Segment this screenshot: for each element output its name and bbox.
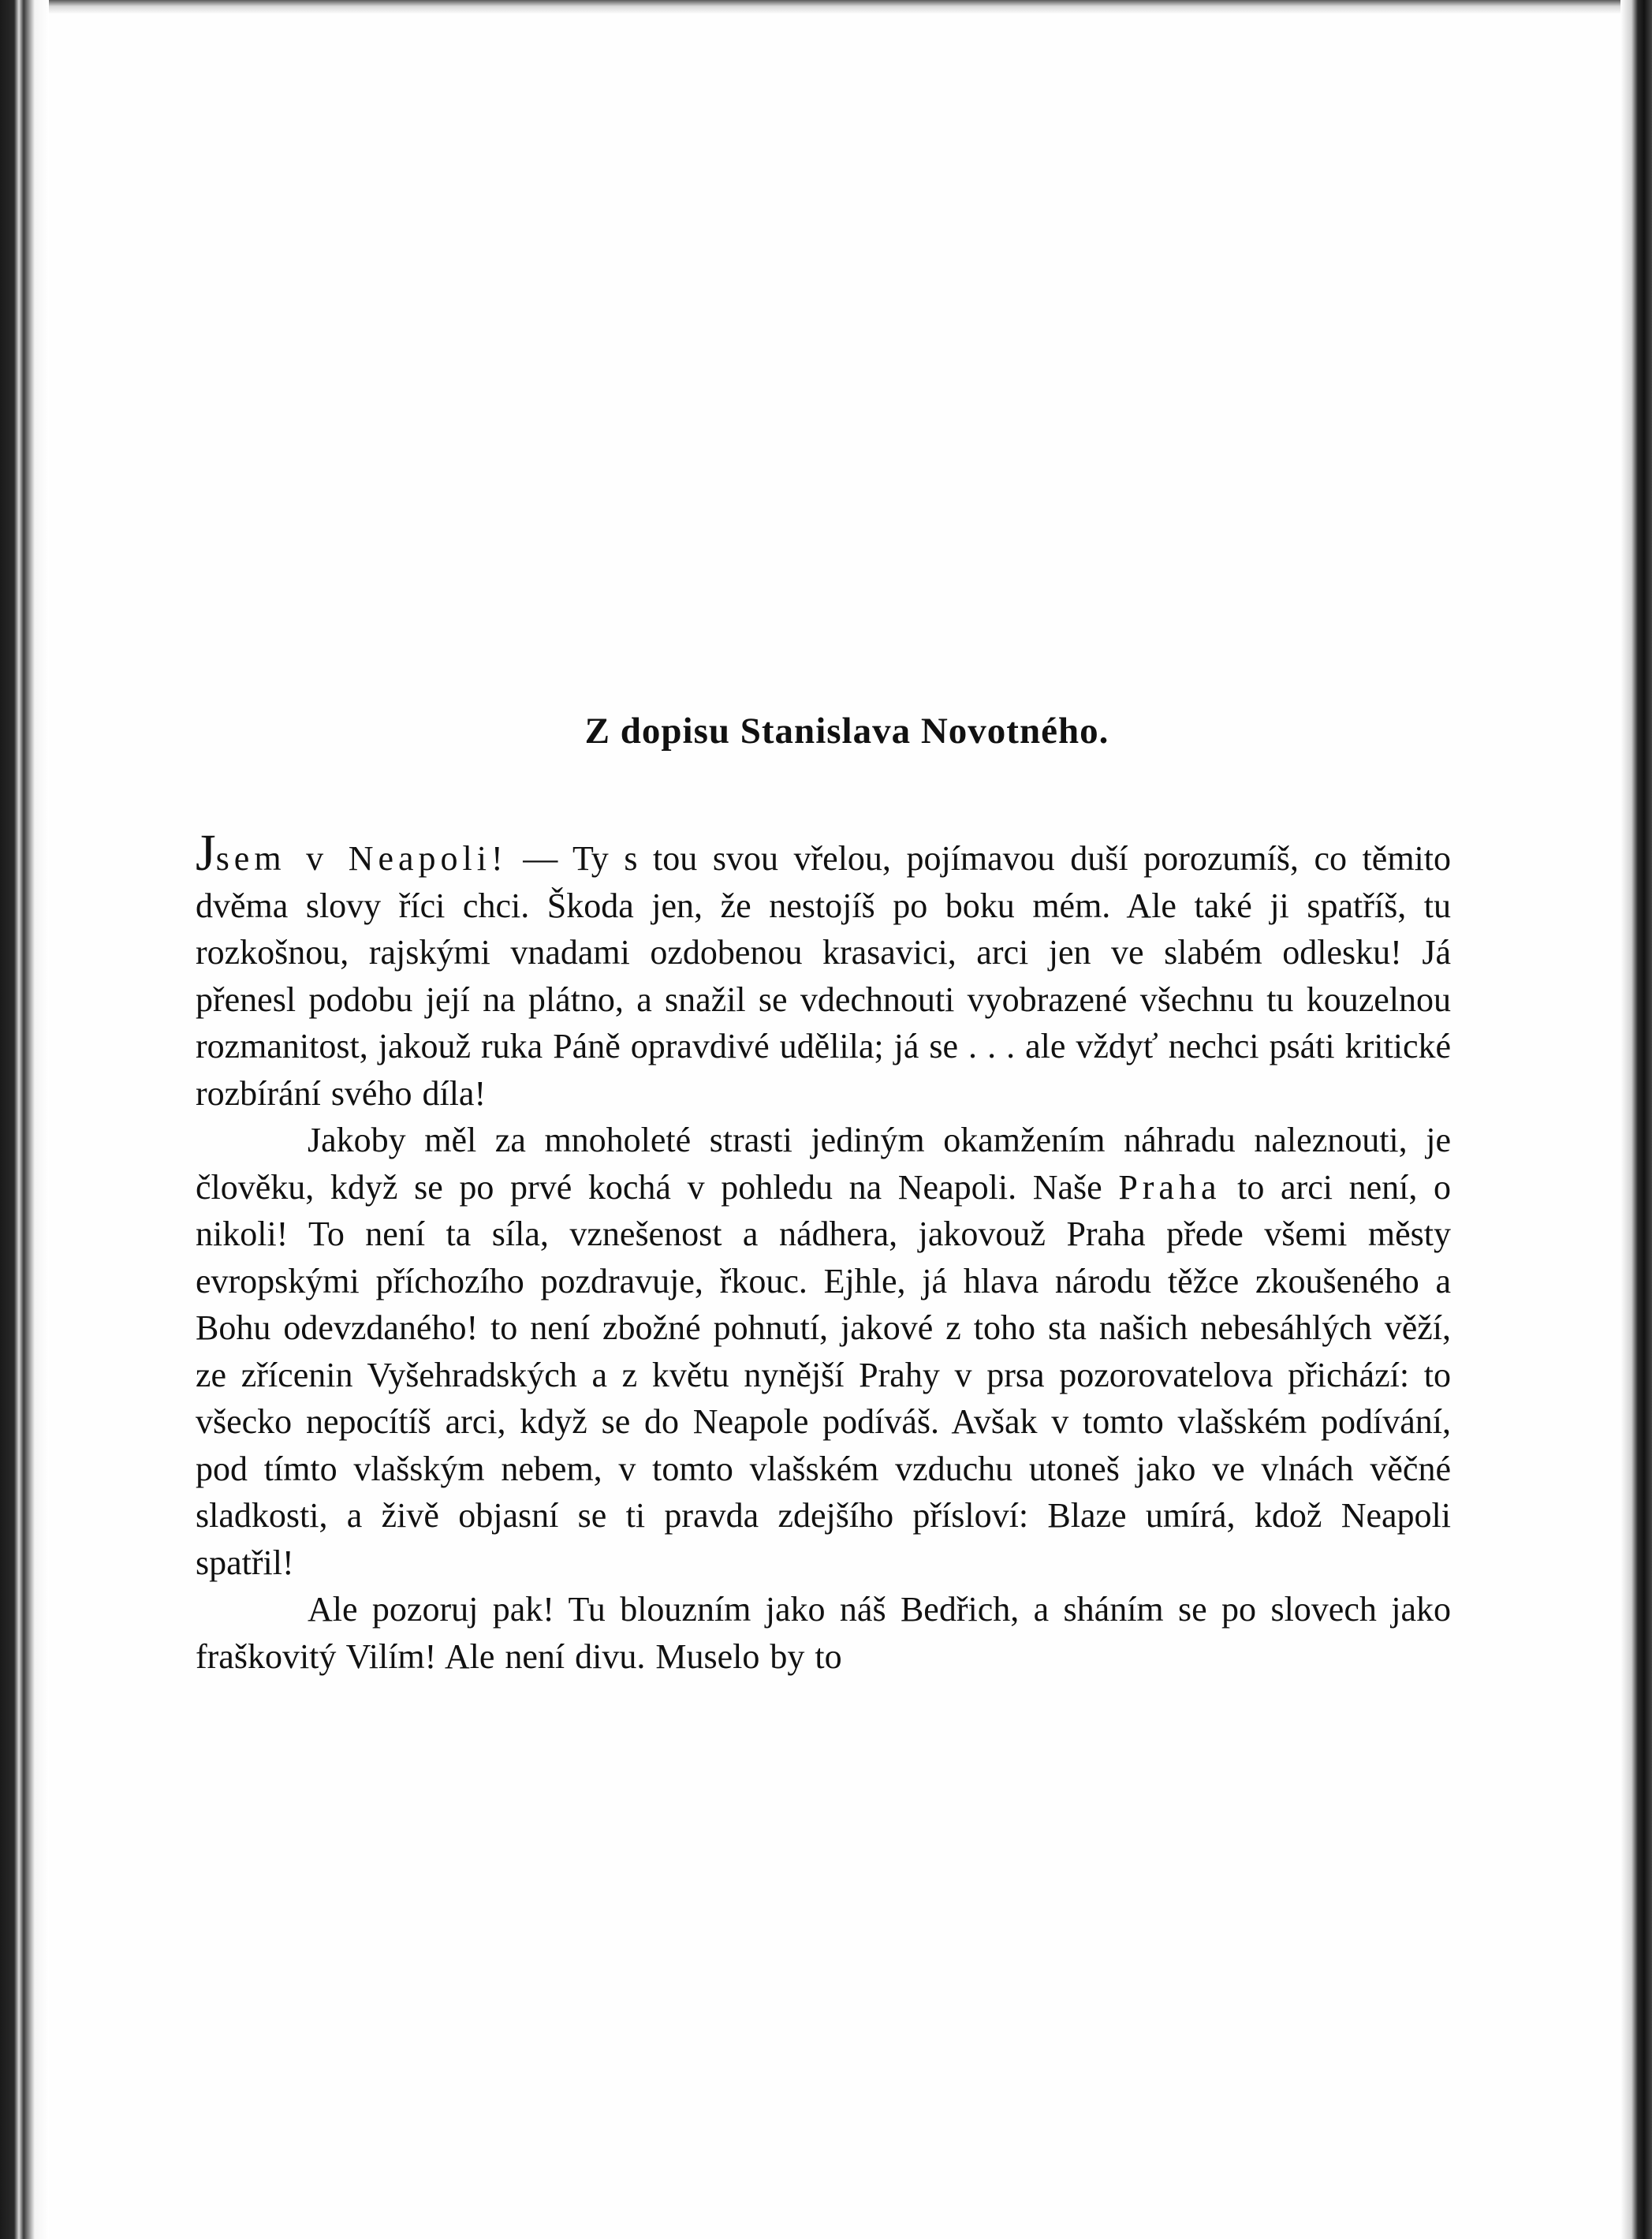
spaced-opening: sem v Neapoli! [215, 839, 508, 878]
paragraph-3 [196, 1586, 1451, 1680]
paragraph-1 [196, 824, 1452, 1117]
page-content [196, 710, 1451, 1680]
paragraph-3-text: Ale pozoruj pak! Tu blouzním jako náš Bedřich, a sháním se po slovech jako fraškovitý Vilím! Ale není divu. Muselo by to [196, 1590, 1451, 1676]
page-right-edge [1620, 0, 1652, 2239]
paragraph-2-text-before: Jakoby měl za mnoholeté strasti jediným okamžením náhradu naleznouti, je člověku, když se po prvé kochá v pohledu na Neapoli. Naše [196, 1121, 1451, 1207]
scan-top-edge [0, 0, 1652, 14]
paragraph-1-text: — Ty s tou svou vřelou, pojímavou duší porozumíš, co těmito dvěma slovy říci chci. Škoda jen, že nestojíš po boku mém. Ale také ji spatříš, tu rozkošnou, rajskými vnadami ozdobenou krasavici, arci jen ve slabém odlesku! Já přenesl podobu její na plátno, a snažil se vdechnouti vyobrazené všechnu tu kouzelnou rozmanitost, jakouž ruka Páně opravdivé udělila; já se . . . ale vždyť nechci psáti kritické rozbírání svého díla! [196, 839, 1452, 1113]
drop-cap: J [196, 824, 216, 882]
chapter-title: Z dopisu Stanislava Novotného. [584, 711, 1109, 752]
paragraph-2 [196, 1117, 1451, 1586]
book-binding-edge [0, 0, 49, 2239]
emphasized-word: Praha [1118, 1167, 1221, 1207]
paragraph-2-text-after: to arci není, o nikoli! To není ta síla, vznešenost a nádhera, jakovouž Praha přede všemi městy evropskými příchozího pozdravuje, řkouc. Ejhle, já hlava národu těžce zkoušeného a Bohu odevzdaného! to není zbožné pohnutí, jakové z toho sta našich nebesáhlých věží, ze zřícenin Vyšehradských a z květu nynější Prahy v prsa pozorovatelova přichází: to všecko nepocítíš arci, když se do Neapole podíváš. Avšak v tomto vlašském podívání, pod tímto vlašským nebem, v tomto vlašském vzduchu utoneš jako ve vlnách věčné sladkosti, a živě objasní se ti pravda zdejšího přísloví: Blaze umírá, kdož Neapoli spatřil! [196, 1167, 1451, 1582]
